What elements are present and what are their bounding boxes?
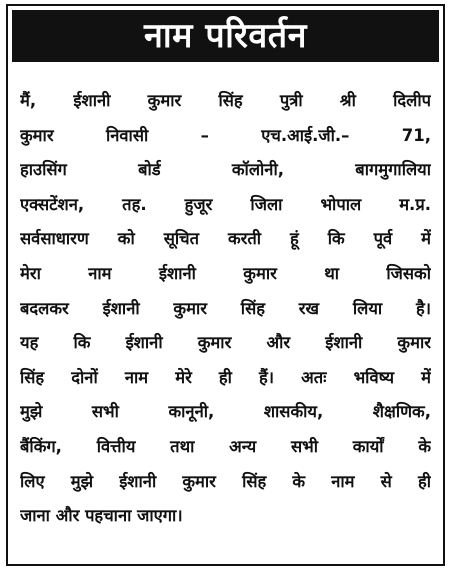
notice-line: बदलकर ईशानी कुमार सिंह रख लिया है।: [20, 298, 431, 318]
notice-line: एक्सटेंशन, तह. हुजूर जिला भोपाल म.प्र.: [20, 194, 431, 214]
notice-line: सर्वसाधारण को सूचित करती हूं कि पूर्व में: [20, 229, 431, 249]
notice-box: [6, 4, 445, 566]
notice-title-bar: [12, 10, 439, 62]
notice-line: लिए मुझे ईशानी कुमार सिंह के नाम से ही: [20, 471, 431, 491]
notice-line: मैं, ईशानी कुमार सिंह पुत्री श्री दिलीप: [20, 91, 431, 110]
notice-line: कुमार निवासी – एच.आई.जी.– 71,: [20, 125, 431, 145]
notice-line: यह कि ईशानी कुमार और ईशानी कुमार: [20, 333, 431, 353]
notice-line: हाउसिंग बोर्ड कॉलोनी, बागमुगालिया: [20, 160, 431, 180]
notice-body: [20, 84, 431, 534]
notice-line: मेरा नाम ईशानी कुमार था जिसको: [20, 263, 431, 283]
notice-title: नाम परिवर्तन: [143, 16, 308, 56]
notice-line: जाना और पहचाना जाएगा।: [20, 506, 183, 526]
notice-line: मुझे सभी कानूनी, शासकीय, शैक्षणिक,: [20, 402, 431, 422]
notice-line: बैंकिंग, वित्तीय तथा अन्य सभी कार्यों के: [20, 436, 431, 456]
notice-line: सिंह दोनों नाम मेरे ही हैं। अतः भविष्य में: [20, 367, 431, 387]
